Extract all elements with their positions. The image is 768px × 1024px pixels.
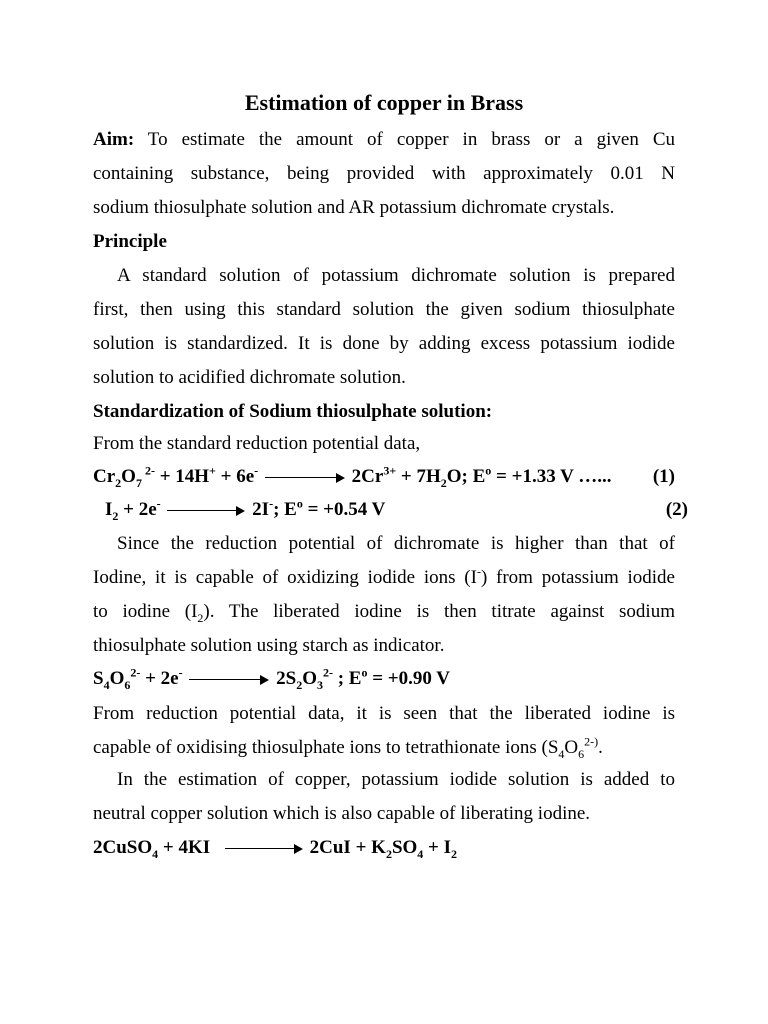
aim-line-3: sodium thiosulphate solution and AR potassium dichromate crystals. [93, 197, 615, 218]
equation-2: $I_2 + 2e^-$ 2I-; $E^o = +0.54$ V (2) [105, 496, 688, 523]
aim-line-1: Aim: To estimate the amount of copper in brass or a given Cu [93, 129, 675, 150]
para2-line-3: to iodine $(I_2)$. The liberated iodine is then titrate against sodium [93, 601, 675, 625]
principle-heading: Principle [93, 231, 167, 252]
para3-line-1: From reduction potential data, it is seen that the liberated iodine is [93, 703, 675, 724]
reaction-arrow-icon [265, 473, 345, 483]
equation-4: 2CuSO$_4$ + 4KI $2CuI + K_2SO_4 + I_2$ [93, 837, 458, 861]
reaction-arrow-icon [189, 675, 269, 685]
principle-line-3: solution is standardized. It is done by adding excess potassium iodide [93, 333, 675, 354]
principle-line-4: solution to acidified dichromate solution. [93, 367, 406, 388]
page-title: Estimation of copper in Brass [244, 90, 524, 115]
principle-line-1: A standard solution of potassium dichromate solution is prepared [117, 265, 675, 286]
aim-line-2: containing substance, being provided with approximately 0.01 N [93, 163, 675, 184]
equation-number-2: (2) [665, 499, 688, 520]
standardization-intro: From the standard reduction potential data, [93, 433, 421, 454]
para2-line-1: Since the reduction potential of dichromate is higher than that of [117, 533, 675, 554]
para4-line-2: neutral copper solution which is also capable of liberating iodine. [93, 803, 591, 824]
standardization-heading: Standardization of Sodium thiosulphate solution: [93, 401, 493, 422]
para4-line-1: In the estimation of copper, potassium iodide solution is added to [117, 769, 675, 790]
principle-line-2: first, then using this standard solution the given sodium thiosulphate [93, 299, 675, 320]
para2-line-4: thiosulphate solution using starch as indicator. [93, 635, 445, 656]
equation-number-1: (1) [652, 466, 675, 487]
reaction-arrow-icon [225, 844, 303, 854]
para2-line-2: Iodine, it is capable of oxidizing iodide ions (I-) from potassium iodide [93, 564, 675, 588]
equation-1: $Cr_2O_7$ $^{2-}$ + 14H+ + 6e- $2Cr^{3+} + 7H_2O$; $E^o = +1.33$ V …... (1) [93, 463, 675, 490]
reaction-arrow-icon [167, 506, 245, 516]
equation-3: $S_4O_6^{2-} + 2e^-$ $2S_2O_3^{2-}$ ; $E^o = +0.90$ V [93, 665, 451, 692]
aim-label: Aim: [93, 129, 135, 150]
para3-line-2: capable of oxidising thiosulphate ions to tetrathionate ions ($S_4O_6^{2-)}$. [93, 734, 603, 761]
